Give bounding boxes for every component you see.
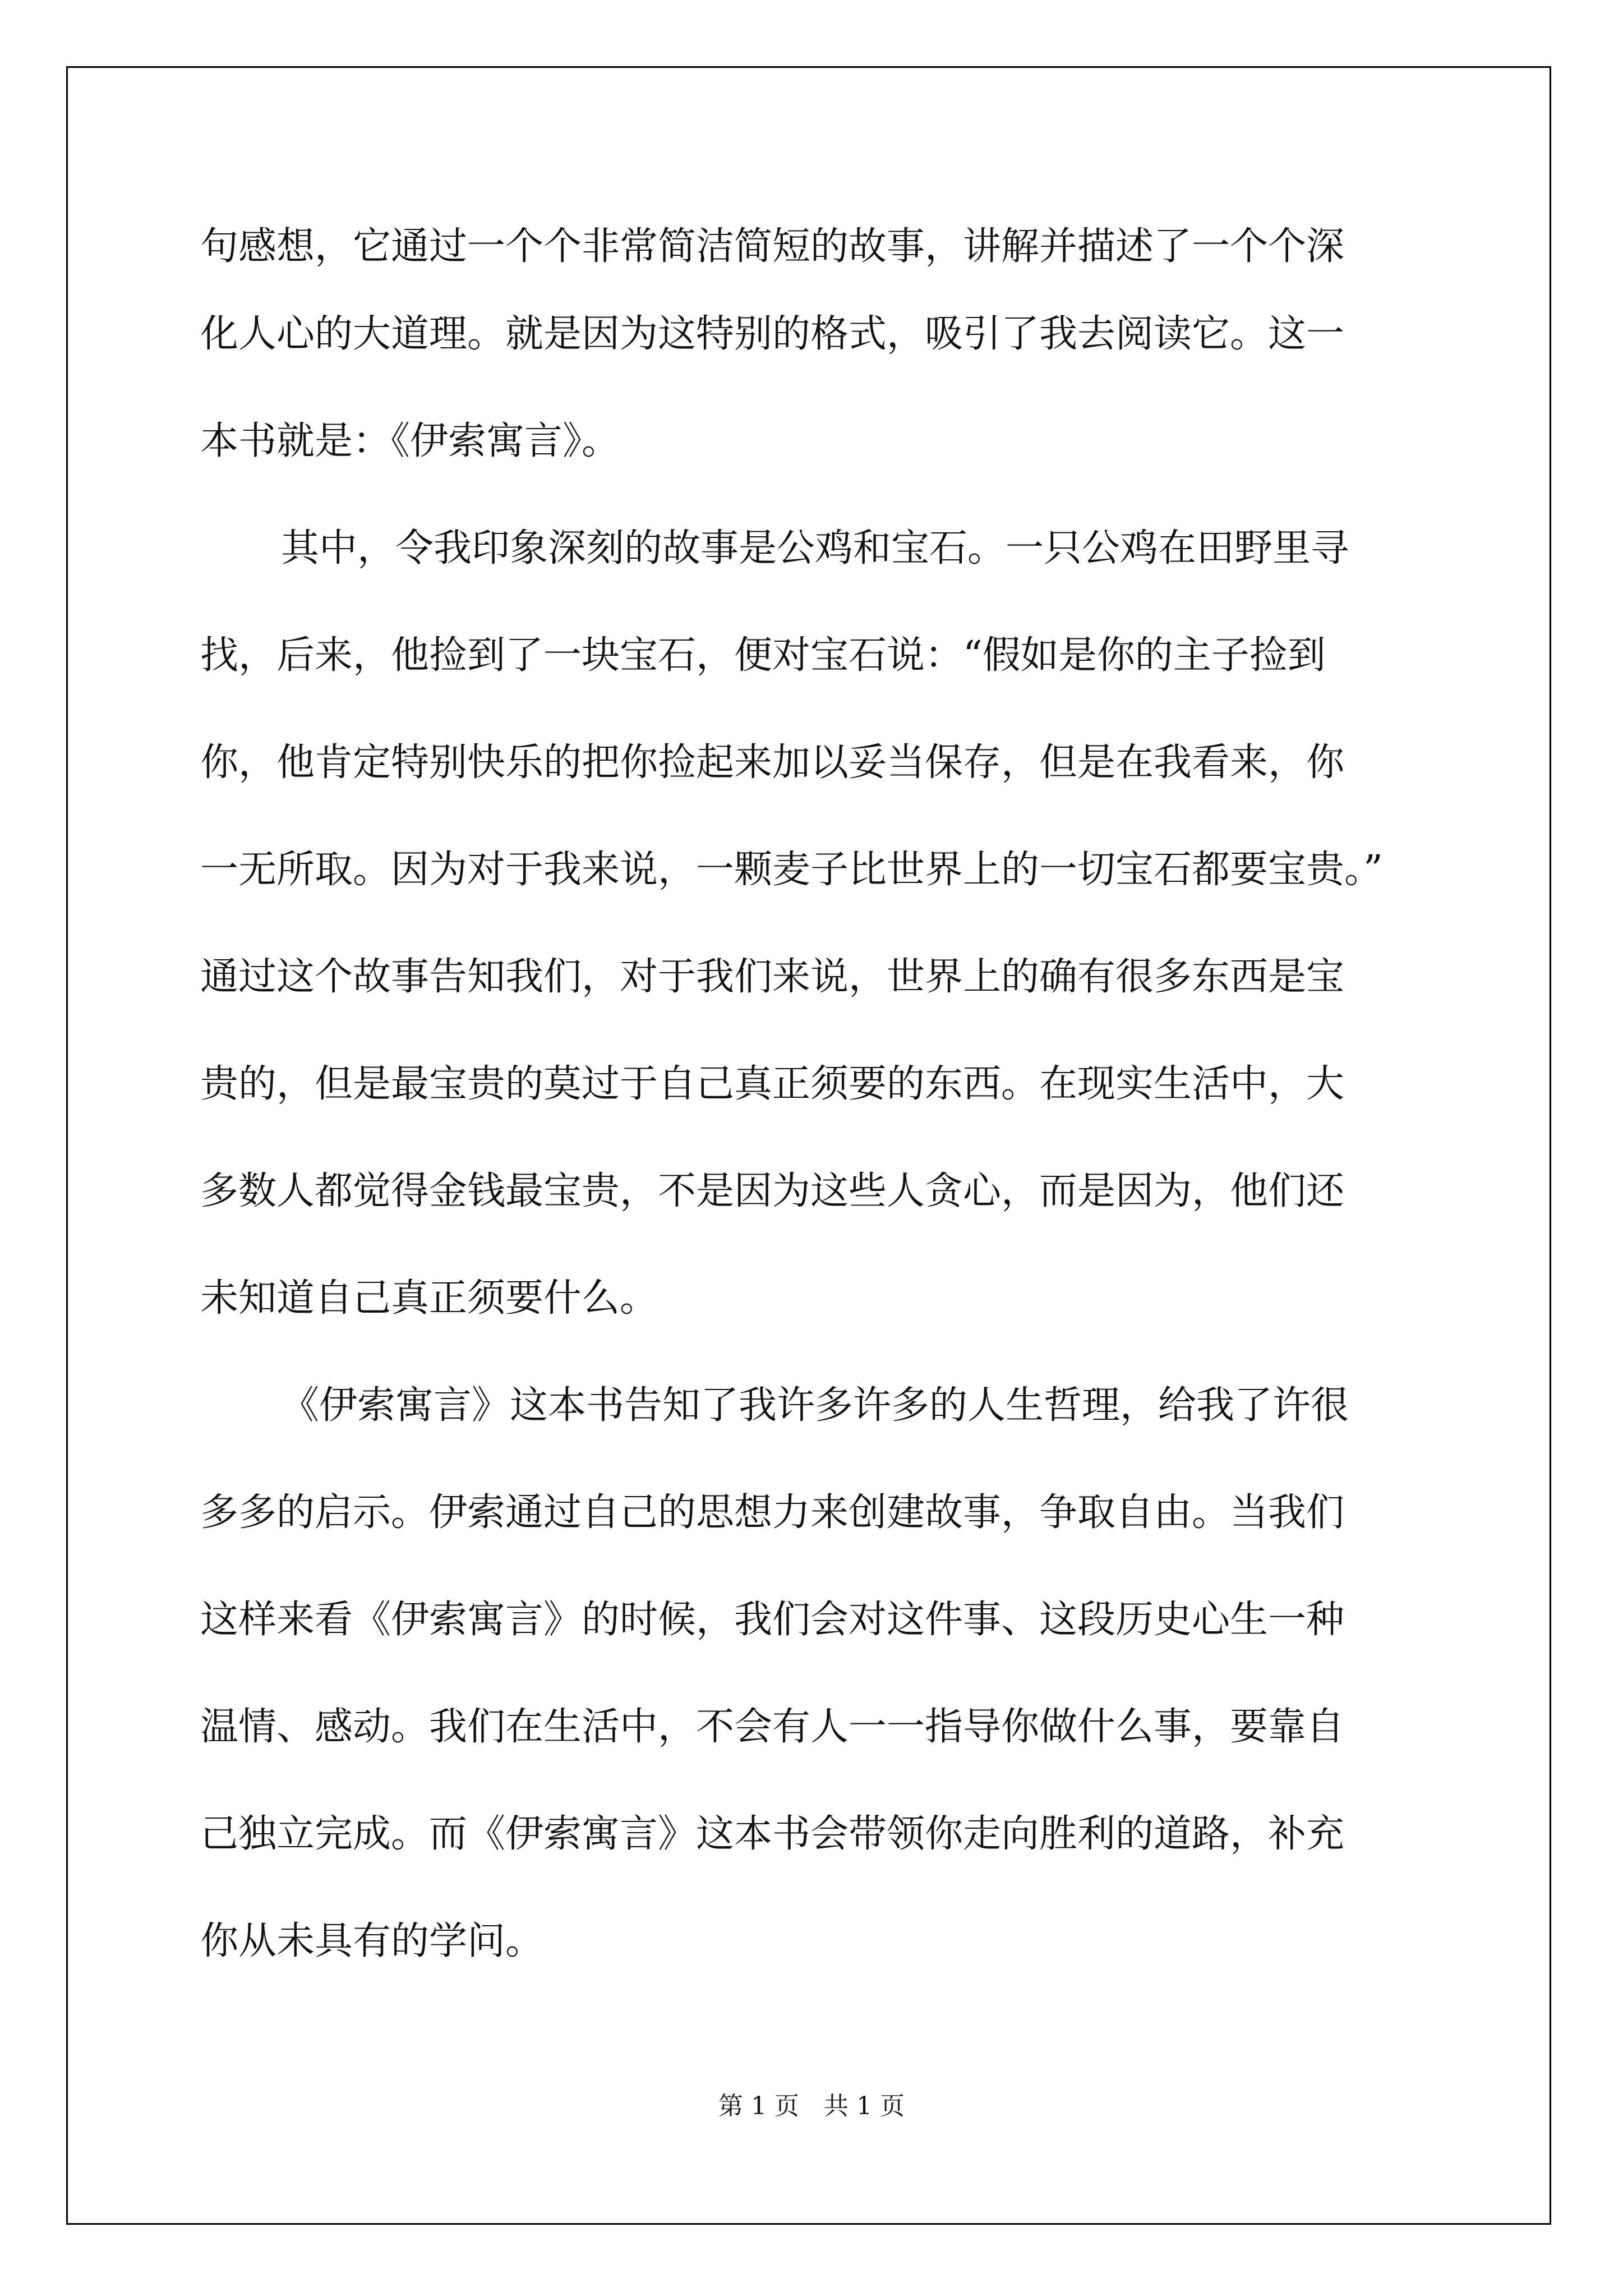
text-line: 这样来看《伊索寓言》的时候，我们会对这件事、这段历史心生一种: [200, 1598, 1345, 1642]
page-number-footer: 第 1 页 共 1 页: [718, 2092, 905, 2120]
text-line: 一无所取。因为对于我来说，一颗麦子比世界上的一切宝石都要宝贵。”: [200, 848, 1383, 892]
text-line: 己独立完成。而《伊索寓言》这本书会带领你走向胜利的道路，补充: [200, 1812, 1345, 1856]
text-line: 多数人都觉得金钱最宝贵，不是因为这些人贪心，而是因为，他们还: [200, 1169, 1345, 1213]
text-line: 句感想，它通过一个个非常简洁简短的故事，讲解并描述了一个个深: [200, 224, 1345, 269]
paragraph-start-line: 其中，令我印象深刻的故事是公鸡和宝石。一只公鸡在田野里寻: [281, 526, 1349, 570]
text-line: 温情、感动。我们在生活中，不会有人一一指导你做什么事，要靠自: [200, 1705, 1345, 1749]
text-line: 通过这个故事告知我们，对于我们来说，世界上的确有很多东西是宝: [200, 955, 1345, 999]
text-line: 贵的，但是最宝贵的莫过于自己真正须要的东西。在现实生活中，大: [200, 1062, 1345, 1106]
text-line: 多多的启示。伊索通过自己的思想力来创建故事，争取自由。当我们: [200, 1490, 1345, 1535]
text-line: 找，后来，他捡到了一块宝石，便对宝石说：“假如是你的主子捡到: [200, 633, 1326, 678]
text-line: 你，他肯定特别快乐的把你捡起来加以妥当保存，但是在我看来，你: [200, 740, 1345, 785]
text-line: 化人心的大道理。就是因为这特别的格式，吸引了我去阅读它。这一: [200, 312, 1345, 356]
text-line: 本书就是：《伊索寓言》。: [200, 419, 620, 463]
text-line: 未知道自己真正须要什么。: [200, 1276, 658, 1320]
text-line: 你从未具有的学问。: [200, 1919, 544, 1963]
document-body: [200, 213, 1456, 1995]
paragraph-start-line: 《伊索寓言》这本书告知了我许多许多的人生哲理，给我了许很: [281, 1383, 1349, 1428]
